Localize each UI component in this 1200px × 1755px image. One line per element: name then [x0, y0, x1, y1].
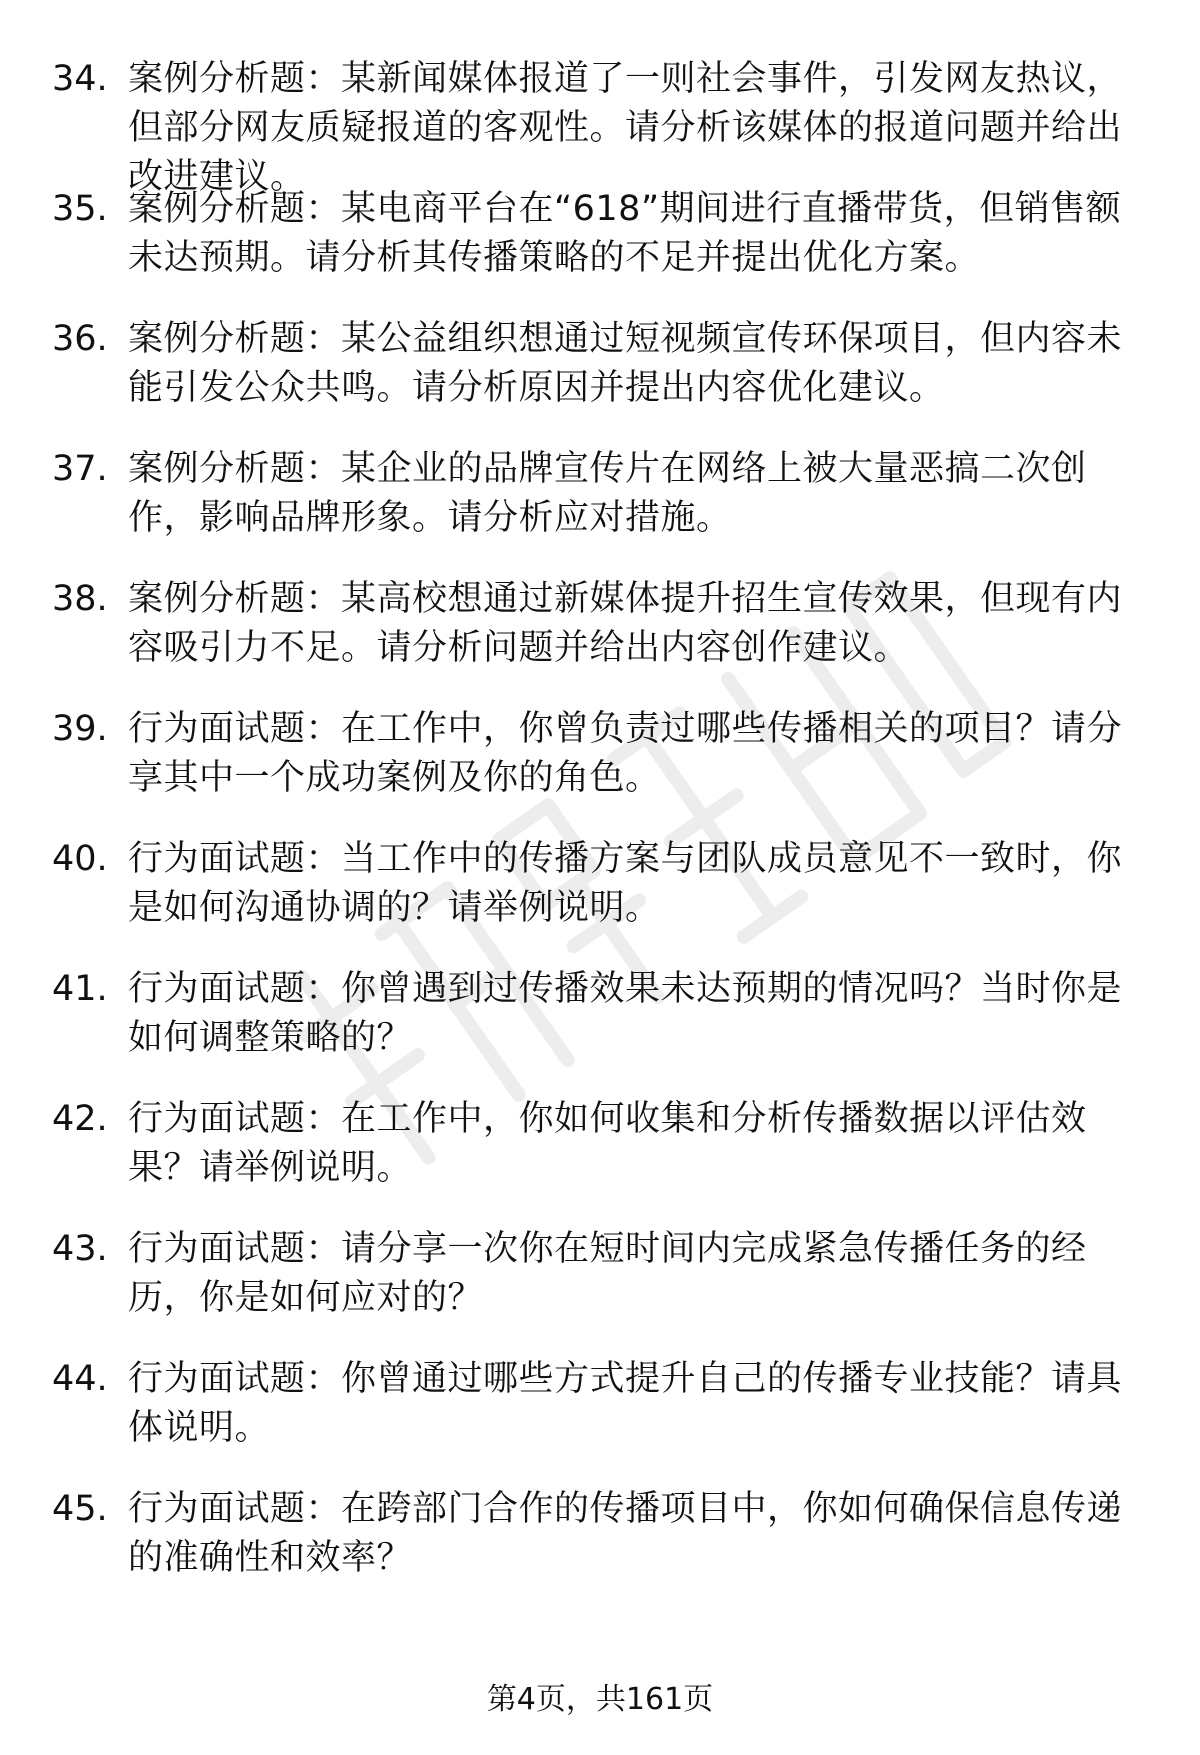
question-number: 39.	[52, 709, 108, 749]
question-text: 案例分析题：某电商平台在“618”期间进行直播带货，但销售额未达预期。请分析其传播策略的不足并提出优化方案。	[128, 189, 1122, 278]
question-number: 38.	[52, 579, 108, 619]
question-number: 44.	[52, 1359, 108, 1399]
question-text: 行为面试题：在工作中，你如何收集和分析传播数据以评估效果？请举例说明。	[128, 1099, 1087, 1188]
question-text: 案例分析题：某新闻媒体报道了一则社会事件，引发网友热议，但部分网友质疑报道的客观性。请分析该媒体的报道问题并给出改进建议。	[128, 59, 1123, 197]
question-item	[52, 575, 1152, 705]
question-number: 40.	[52, 839, 108, 879]
question-text: 案例分析题：某企业的品牌宣传片在网络上被大量恶搞二次创作，影响品牌形象。请分析应对措施。	[128, 449, 1087, 538]
question-number: 34.	[52, 59, 108, 99]
question-item	[52, 835, 1152, 965]
question-item	[52, 1095, 1152, 1225]
question-item	[52, 705, 1152, 835]
question-text: 行为面试题：当工作中的传播方案与团队成员意见不一致时，你是如何沟通协调的？请举例说明。	[128, 839, 1123, 928]
question-text: 行为面试题：在跨部门合作的传播项目中，你如何确保信息传递的准确性和效率？	[128, 1489, 1123, 1578]
question-text: 行为面试题：你曾遇到过传播效果未达预期的情况吗？当时你是如何调整策略的？	[128, 969, 1123, 1058]
question-item	[52, 315, 1152, 445]
question-item	[52, 1485, 1152, 1615]
question-text: 行为面试题：请分享一次你在短时间内完成紧急传播任务的经历，你是如何应对的？	[128, 1229, 1087, 1318]
question-item	[52, 445, 1152, 575]
question-item	[52, 55, 1152, 197]
question-number: 45.	[52, 1489, 108, 1529]
question-text: 行为面试题：你曾通过哪些方式提升自己的传播专业技能？请具体说明。	[128, 1359, 1123, 1448]
question-item	[52, 1225, 1152, 1355]
question-text: 行为面试题：在工作中，你曾负责过哪些传播相关的项目？请分享其中一个成功案例及你的角色。	[128, 709, 1123, 798]
question-number: 41.	[52, 969, 108, 1009]
question-number: 36.	[52, 319, 108, 359]
question-text: 案例分析题：某高校想通过新媒体提升招生宣传效果，但现有内容吸引力不足。请分析问题并给出内容创作建议。	[128, 579, 1123, 668]
question-item	[52, 185, 1152, 315]
page-number-footer: 第4页，共161页	[486, 1682, 714, 1717]
question-text: 案例分析题：某公益组织想通过短视频宣传环保项目，但内容未能引发公众共鸣。请分析原因并提出内容优化建议。	[128, 319, 1123, 408]
question-item	[52, 1355, 1152, 1485]
question-number: 42.	[52, 1099, 108, 1139]
question-number: 37.	[52, 449, 108, 489]
question-list	[52, 55, 1152, 1615]
question-number: 43.	[52, 1229, 108, 1269]
question-item	[52, 965, 1152, 1095]
question-number: 35.	[52, 189, 108, 229]
